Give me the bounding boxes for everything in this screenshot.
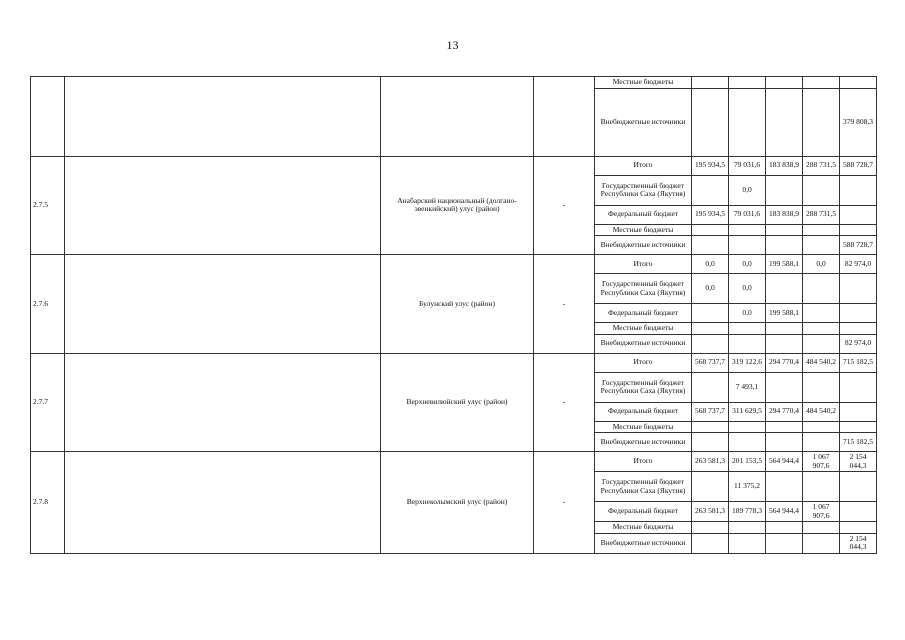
amount-cell: 195 934,5 <box>692 205 729 224</box>
amount-cell <box>729 421 766 433</box>
amount-cell <box>766 236 803 255</box>
amount-cell <box>692 304 729 323</box>
amount-cell: 199 588,1 <box>766 255 803 274</box>
amount-cell <box>729 236 766 255</box>
table-row <box>31 77 877 89</box>
empty-cell <box>65 452 381 554</box>
district-name <box>381 77 534 157</box>
amount-cell <box>803 472 840 502</box>
funding-source-label: Государственный бюджет Республики Саха (Якутия) <box>595 175 692 205</box>
amount-cell: 484 540,2 <box>803 353 840 372</box>
amount-cell <box>692 372 729 402</box>
amount-cell <box>840 323 877 335</box>
item-code: 2.7.8 <box>31 452 65 554</box>
dash-cell: - <box>534 156 595 255</box>
amount-cell <box>766 175 803 205</box>
amount-cell: 82 974,0 <box>840 334 877 353</box>
table-row <box>31 452 877 472</box>
amount-cell: 263 581,3 <box>692 452 729 472</box>
amount-cell <box>766 522 803 534</box>
amount-cell: 568 737,7 <box>692 353 729 372</box>
amount-cell <box>840 175 877 205</box>
amount-cell <box>692 224 729 236</box>
amount-cell <box>803 274 840 304</box>
funding-source-label: Внебюджетные источники <box>595 433 692 452</box>
amount-cell <box>729 522 766 534</box>
amount-cell <box>729 334 766 353</box>
amount-cell: 0,0 <box>729 304 766 323</box>
amount-cell: 564 944,4 <box>766 502 803 522</box>
funding-source-label: Государственный бюджет Республики Саха (Якутия) <box>595 472 692 502</box>
empty-cell <box>65 255 381 354</box>
amount-cell <box>840 274 877 304</box>
amount-cell <box>803 421 840 433</box>
amount-cell: 195 934,5 <box>692 156 729 175</box>
amount-cell <box>766 88 803 156</box>
amount-cell <box>803 175 840 205</box>
amount-cell: 319 122,6 <box>729 353 766 372</box>
amount-cell: 183 838,9 <box>766 156 803 175</box>
amount-cell <box>803 224 840 236</box>
amount-cell: 2 154 044,3 <box>840 533 877 553</box>
amount-cell <box>803 323 840 335</box>
amount-cell <box>803 236 840 255</box>
page-number: 13 <box>446 38 459 52</box>
dash-cell: - <box>534 255 595 354</box>
funding-source-label: Итого <box>595 353 692 372</box>
budget-table <box>30 76 877 554</box>
amount-cell <box>729 77 766 89</box>
amount-cell <box>803 88 840 156</box>
funding-source-label: Федеральный бюджет <box>595 402 692 421</box>
amount-cell <box>840 402 877 421</box>
amount-cell: 11 375,2 <box>729 472 766 502</box>
amount-cell <box>803 372 840 402</box>
funding-source-label: Федеральный бюджет <box>595 205 692 224</box>
amount-cell <box>766 323 803 335</box>
district-name: Верхнеколымский улус (район) <box>381 452 534 554</box>
amount-cell: 564 944,4 <box>766 452 803 472</box>
amount-cell: 0,0 <box>729 175 766 205</box>
amount-cell <box>840 502 877 522</box>
district-name: Анабарский национальный (долгано-эвенкийский) улус (район) <box>381 156 534 255</box>
amount-cell <box>729 433 766 452</box>
empty-cell <box>65 77 381 157</box>
table-row <box>31 353 877 372</box>
funding-source-label: Итого <box>595 156 692 175</box>
amount-cell: 588 728,7 <box>840 156 877 175</box>
amount-cell: 0,0 <box>729 255 766 274</box>
funding-source-label: Местные бюджеты <box>595 224 692 236</box>
funding-source-label: Итого <box>595 255 692 274</box>
funding-source-label: Местные бюджеты <box>595 323 692 335</box>
amount-cell <box>766 77 803 89</box>
amount-cell <box>692 77 729 89</box>
amount-cell: 0,0 <box>729 274 766 304</box>
funding-source-label: Внебюджетные источники <box>595 88 692 156</box>
amount-cell: 189 778,3 <box>729 502 766 522</box>
funding-source-label: Государственный бюджет Республики Саха (Якутия) <box>595 372 692 402</box>
district-name: Булунский улус (район) <box>381 255 534 354</box>
amount-cell <box>692 334 729 353</box>
amount-cell <box>803 522 840 534</box>
amount-cell <box>840 304 877 323</box>
amount-cell <box>803 304 840 323</box>
amount-cell: 311 629,5 <box>729 402 766 421</box>
item-code <box>31 77 65 157</box>
amount-cell <box>766 472 803 502</box>
amount-cell <box>692 236 729 255</box>
amount-cell <box>840 224 877 236</box>
amount-cell <box>692 472 729 502</box>
amount-cell <box>766 334 803 353</box>
funding-source-label: Местные бюджеты <box>595 522 692 534</box>
amount-cell: 288 731,5 <box>803 205 840 224</box>
amount-cell <box>803 334 840 353</box>
dash-cell: - <box>534 452 595 554</box>
amount-cell: 79 031,6 <box>729 205 766 224</box>
funding-source-label: Федеральный бюджет <box>595 304 692 323</box>
amount-cell <box>692 323 729 335</box>
dash-cell <box>534 77 595 157</box>
amount-cell <box>692 533 729 553</box>
funding-source-label: Внебюджетные источники <box>595 334 692 353</box>
amount-cell: 294 770,4 <box>766 353 803 372</box>
amount-cell: 715 182,5 <box>840 433 877 452</box>
amount-cell: 263 581,3 <box>692 502 729 522</box>
amount-cell <box>729 533 766 553</box>
table-row <box>31 255 877 274</box>
amount-cell: 82 974,0 <box>840 255 877 274</box>
amount-cell <box>766 274 803 304</box>
amount-cell: 715 182,5 <box>840 353 877 372</box>
amount-cell: 2 154 044,3 <box>840 452 877 472</box>
amount-cell <box>766 372 803 402</box>
amount-cell <box>840 421 877 433</box>
item-code: 2.7.5 <box>31 156 65 255</box>
amount-cell: 183 838,9 <box>766 205 803 224</box>
amount-cell <box>692 88 729 156</box>
funding-source-label: Федеральный бюджет <box>595 502 692 522</box>
amount-cell <box>803 77 840 89</box>
amount-cell: 1 067 907,6 <box>803 502 840 522</box>
item-code: 2.7.6 <box>31 255 65 354</box>
amount-cell <box>840 522 877 534</box>
funding-source-label: Государственный бюджет Республики Саха (Якутия) <box>595 274 692 304</box>
item-code: 2.7.7 <box>31 353 65 452</box>
amount-cell <box>729 224 766 236</box>
amount-cell <box>692 421 729 433</box>
amount-cell <box>692 433 729 452</box>
amount-cell <box>692 175 729 205</box>
amount-cell: 588 728,7 <box>840 236 877 255</box>
amount-cell: 0,0 <box>803 255 840 274</box>
amount-cell: 7 493,1 <box>729 372 766 402</box>
amount-cell: 199 588,1 <box>766 304 803 323</box>
amount-cell <box>840 472 877 502</box>
district-name: Верхневилюйский улус (район) <box>381 353 534 452</box>
amount-cell <box>803 433 840 452</box>
amount-cell: 201 153,5 <box>729 452 766 472</box>
amount-cell: 0,0 <box>692 255 729 274</box>
table-row <box>31 156 877 175</box>
amount-cell <box>729 88 766 156</box>
amount-cell: 288 731,5 <box>803 156 840 175</box>
amount-cell <box>803 533 840 553</box>
amount-cell: 0,0 <box>692 274 729 304</box>
amount-cell <box>840 77 877 89</box>
funding-source-label: Местные бюджеты <box>595 421 692 433</box>
amount-cell <box>766 224 803 236</box>
funding-source-label: Местные бюджеты <box>595 77 692 89</box>
amount-cell: 1 067 907,6 <box>803 452 840 472</box>
amount-cell: 294 770,4 <box>766 402 803 421</box>
amount-cell <box>692 522 729 534</box>
amount-cell: 568 737,7 <box>692 402 729 421</box>
amount-cell: 484 540,2 <box>803 402 840 421</box>
amount-cell <box>840 372 877 402</box>
amount-cell <box>766 433 803 452</box>
funding-source-label: Итого <box>595 452 692 472</box>
empty-cell <box>65 353 381 452</box>
dash-cell: - <box>534 353 595 452</box>
amount-cell <box>766 533 803 553</box>
amount-cell <box>840 205 877 224</box>
amount-cell: 379 808,3 <box>840 88 877 156</box>
funding-source-label: Внебюджетные источники <box>595 533 692 553</box>
amount-cell: 79 031,6 <box>729 156 766 175</box>
amount-cell <box>729 323 766 335</box>
funding-source-label: Внебюджетные источники <box>595 236 692 255</box>
empty-cell <box>65 156 381 255</box>
amount-cell <box>766 421 803 433</box>
